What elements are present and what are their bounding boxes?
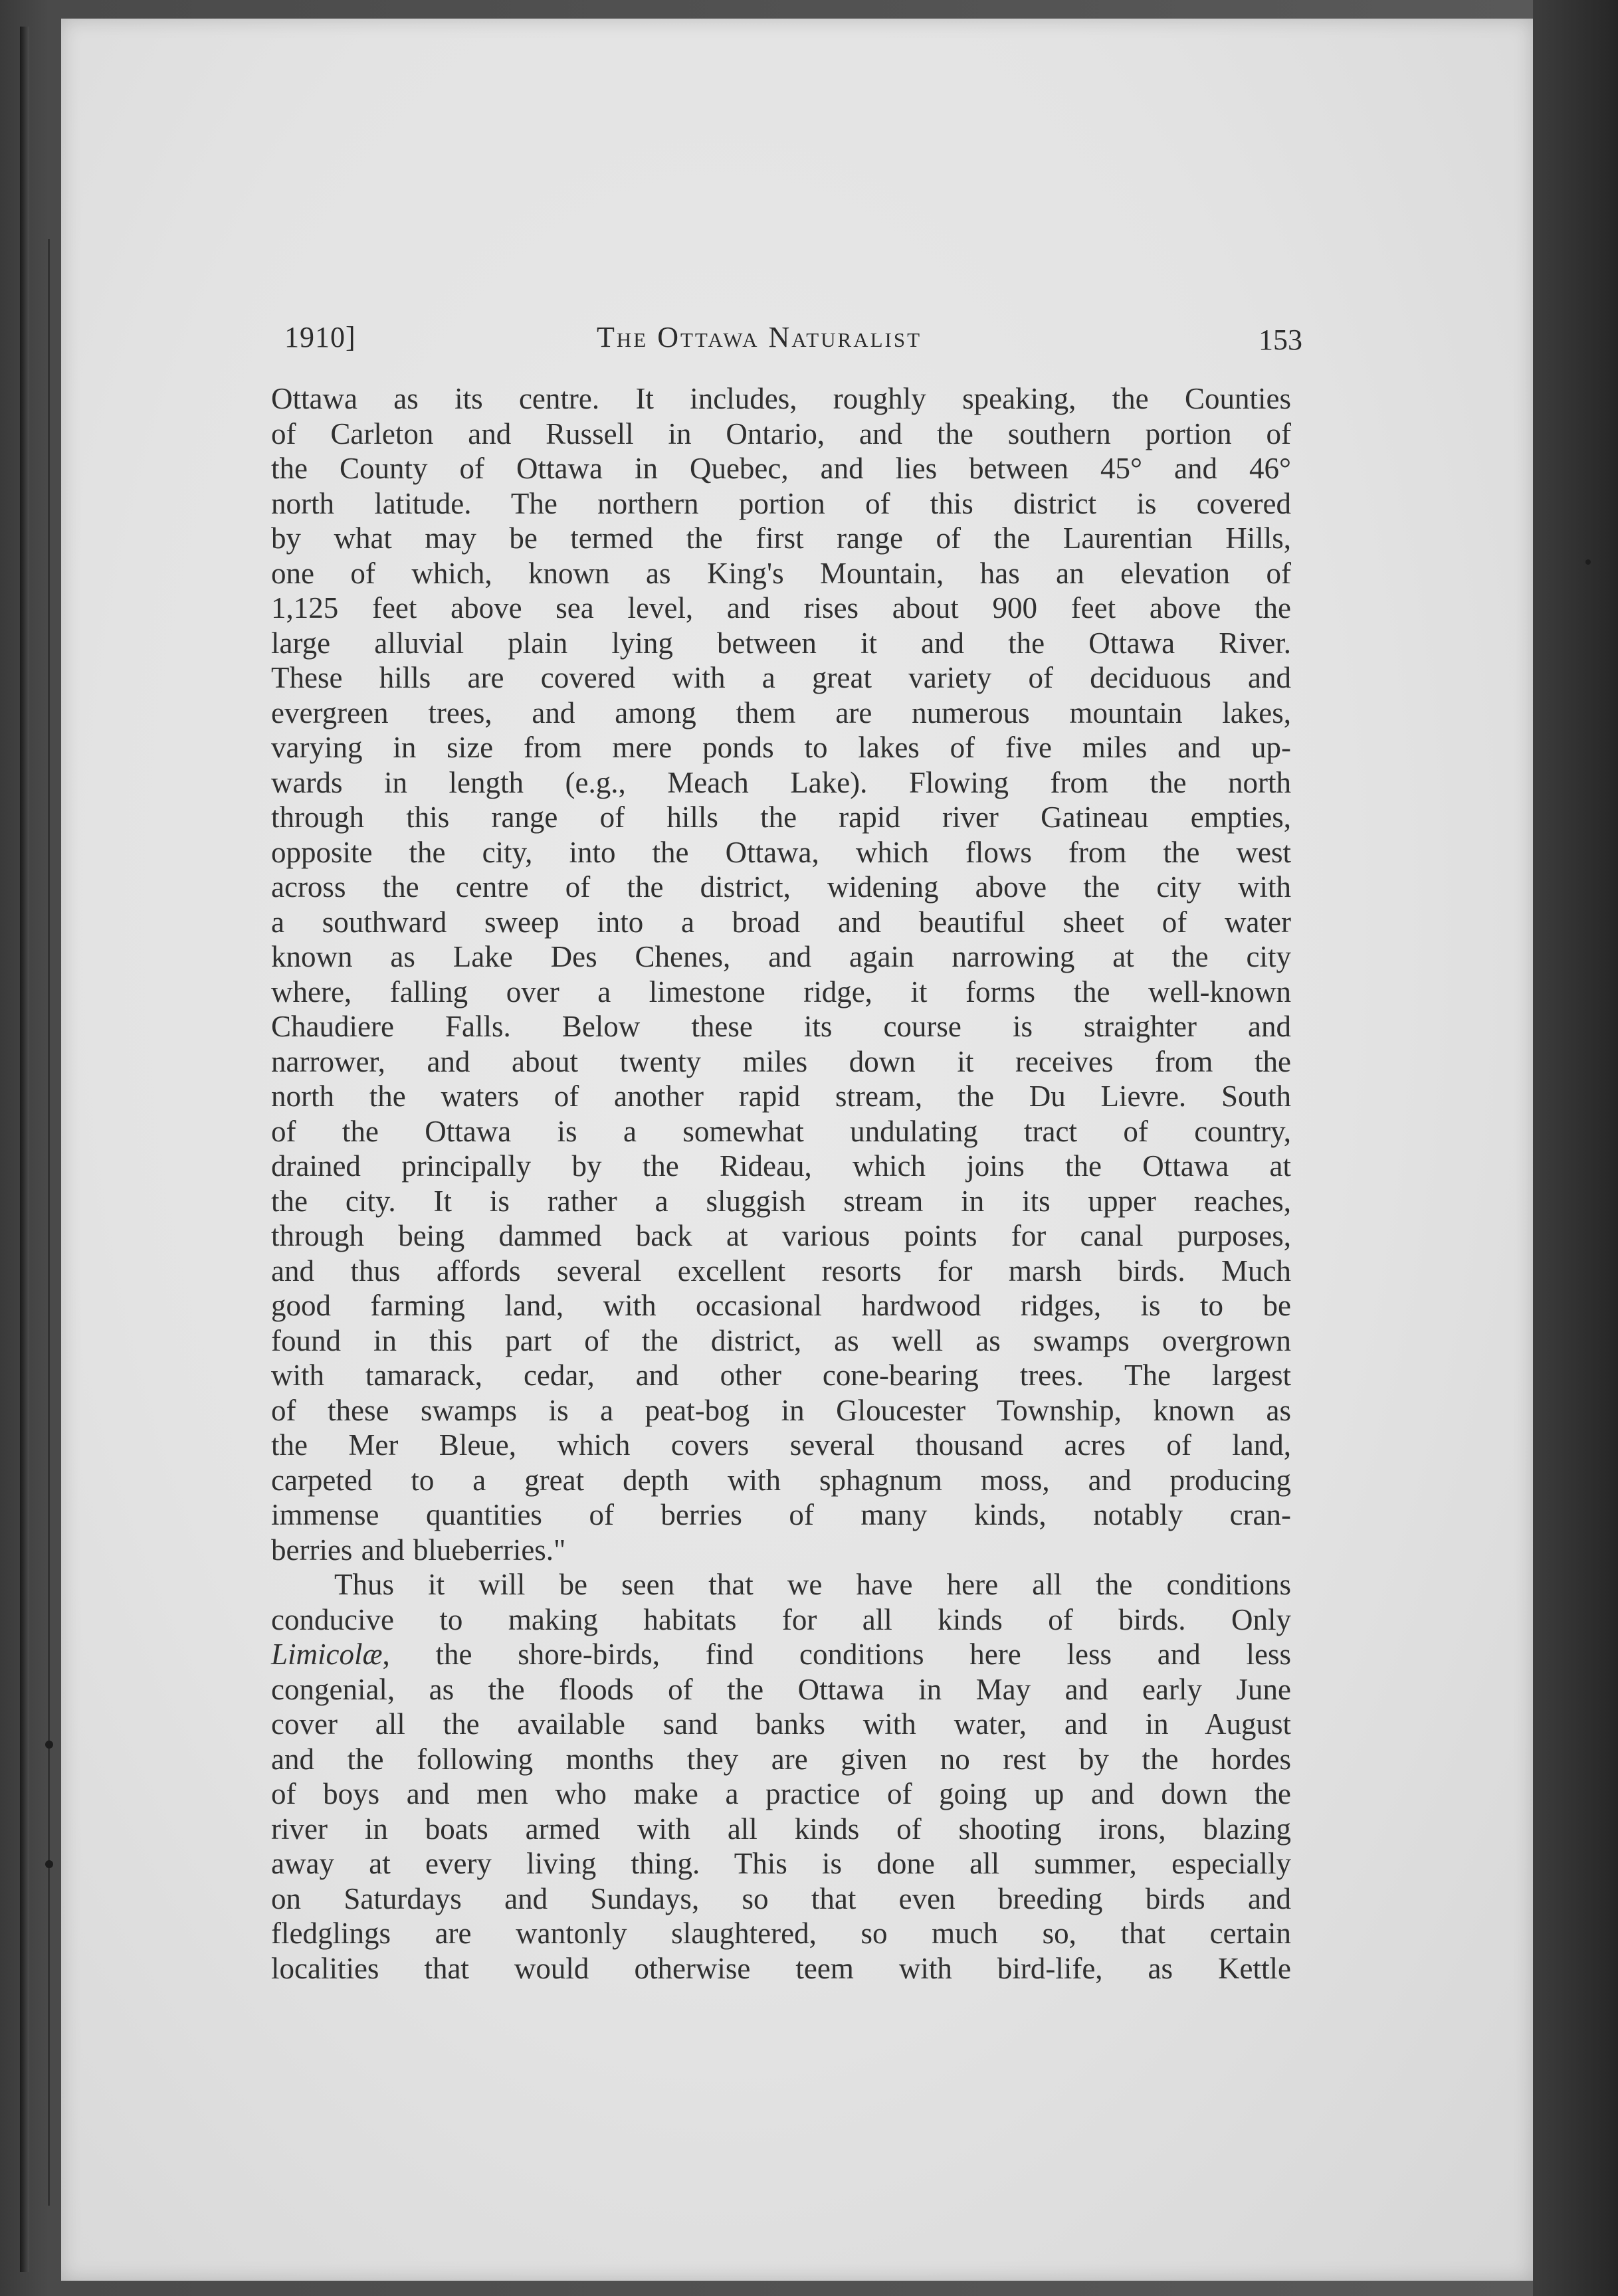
text-line: north the waters of another rapid stream, the Du Lievre. South <box>271 1080 1291 1113</box>
text-line: north latitude. The northern portion of this district is covered <box>271 486 1291 520</box>
text-line: large alluvial plain lying between it and the Ottawa River. <box>271 626 1291 660</box>
text-line: 1,125 feet above sea level, and rises about 900 feet above the <box>271 591 1291 624</box>
text-line: known as Lake Des Chenes, and again narrowing at the city <box>271 940 1291 973</box>
text-line: where, falling over a limestone ridge, it forms the well-known <box>271 975 1291 1008</box>
text-line: by what may be termed the first range of the Laurentian Hills, <box>271 522 1291 555</box>
text-line: the Mer Bleue, which covers several thousand acres of land, <box>271 1428 1291 1462</box>
text-line <box>271 1637 1291 1672</box>
text-line: Thus it will be seen that we have here all the conditions <box>334 1568 1291 1601</box>
text-line: These hills are covered with a great variety of deciduous and <box>271 661 1291 694</box>
paragraph-birds <box>271 1567 1291 1986</box>
dust-speck <box>1585 559 1591 565</box>
gutter-shadow-line <box>48 239 50 2206</box>
text-line: across the centre of the district, widening above the city with <box>271 870 1291 904</box>
text-line: of boys and men who make a practice of going up and down the <box>271 1777 1291 1810</box>
text-line: found in this part of the district, as well as swamps overgrown <box>271 1323 1291 1357</box>
text-line: berries and blueberries." <box>271 1533 566 1567</box>
text-line: the County of Ottawa in Quebec, and lies between 45° and 46° <box>271 452 1291 485</box>
text-line: one of which, known as King's Mountain, has an elevation of <box>271 556 1291 590</box>
binding-gutter <box>20 27 29 2272</box>
running-header <box>284 320 1302 367</box>
text-line: localities that would otherwise teem with bird-life, as Kettle <box>271 1951 1291 1985</box>
text-line: of these swamps is a peat-bog in Gloucester Township, known as <box>271 1393 1291 1427</box>
text-line: carpeted to a great depth with sphagnum moss, and producing <box>271 1463 1291 1497</box>
text-line: and the following months they are given no rest by the hordes <box>271 1742 1291 1776</box>
text-line: congenial, as the floods of the Ottawa in May and early June <box>271 1672 1291 1706</box>
text-line: fledglings are wantonly slaughtered, so much so, that certain <box>271 1917 1291 1950</box>
text-line: and thus affords several excellent resorts for marsh birds. Much <box>271 1254 1291 1288</box>
paragraph-continued <box>271 381 1291 1567</box>
text-line: varying in size from mere ponds to lakes of five miles and up- <box>271 731 1291 764</box>
text-line: of the Ottawa is a somewhat undulating tract of country, <box>271 1114 1291 1148</box>
text-line: the city. It is rather a sluggish stream in its upper reaches, <box>271 1184 1291 1218</box>
text-line: immense quantities of berries of many kinds, notably cran- <box>271 1498 1291 1531</box>
text-fragment: , the shore-birds, find conditions here less and less <box>382 1638 1291 1671</box>
text-line: opposite the city, into the Ottawa, which flows from the west <box>271 835 1291 869</box>
text-line: cover all the available sand banks with water, and in August <box>271 1707 1291 1741</box>
page-right-edge <box>1533 0 1618 2296</box>
text-line: narrower, and about twenty miles down it receives from the <box>271 1044 1291 1078</box>
text-line: through being dammed back at various points for canal purposes, <box>271 1219 1291 1252</box>
text-line: of Carleton and Russell in Ontario, and the southern portion of <box>271 417 1291 450</box>
text-line: evergreen trees, and among them are numerous mountain lakes, <box>271 696 1291 729</box>
text-line: through this range of hills the rapid river Gatineau empties, <box>271 801 1291 834</box>
text-line: a southward sweep into a broad and beautiful sheet of water <box>271 905 1291 939</box>
text-line: Ottawa as its centre. It includes, roughly speaking, the Counties <box>271 382 1291 415</box>
taxon-name: Limicolæ <box>271 1638 383 1671</box>
journal-title: The Ottawa Naturalist <box>597 321 922 353</box>
text-line: Chaudiere Falls. Below these its course is straighter and <box>271 1010 1291 1043</box>
text-line: conducive to making habitats for all kinds of birds. Only <box>271 1602 1291 1636</box>
dust-speck <box>45 1741 53 1749</box>
text-line: good farming land, with occasional hardwood ridges, is to be <box>271 1289 1291 1322</box>
article-body <box>271 381 1291 1986</box>
text-line: away at every living thing. This is done all summer, especially <box>271 1847 1291 1880</box>
text-line: drained principally by the Rideau, which joins the Ottawa at <box>271 1149 1291 1183</box>
text-line: river in boats armed with all kinds of shooting irons, blazing <box>271 1812 1291 1846</box>
text-line: with tamarack, cedar, and other cone-bearing trees. The largest <box>271 1359 1291 1392</box>
page-number: 153 <box>1259 324 1302 356</box>
text-line: on Saturdays and Sundays, so that even breeding birds and <box>271 1881 1291 1915</box>
text-line: wards in length (e.g., Meach Lake). Flowing from the north <box>271 765 1291 799</box>
dust-speck <box>45 1860 53 1868</box>
volume-year: 1910] <box>284 321 356 353</box>
